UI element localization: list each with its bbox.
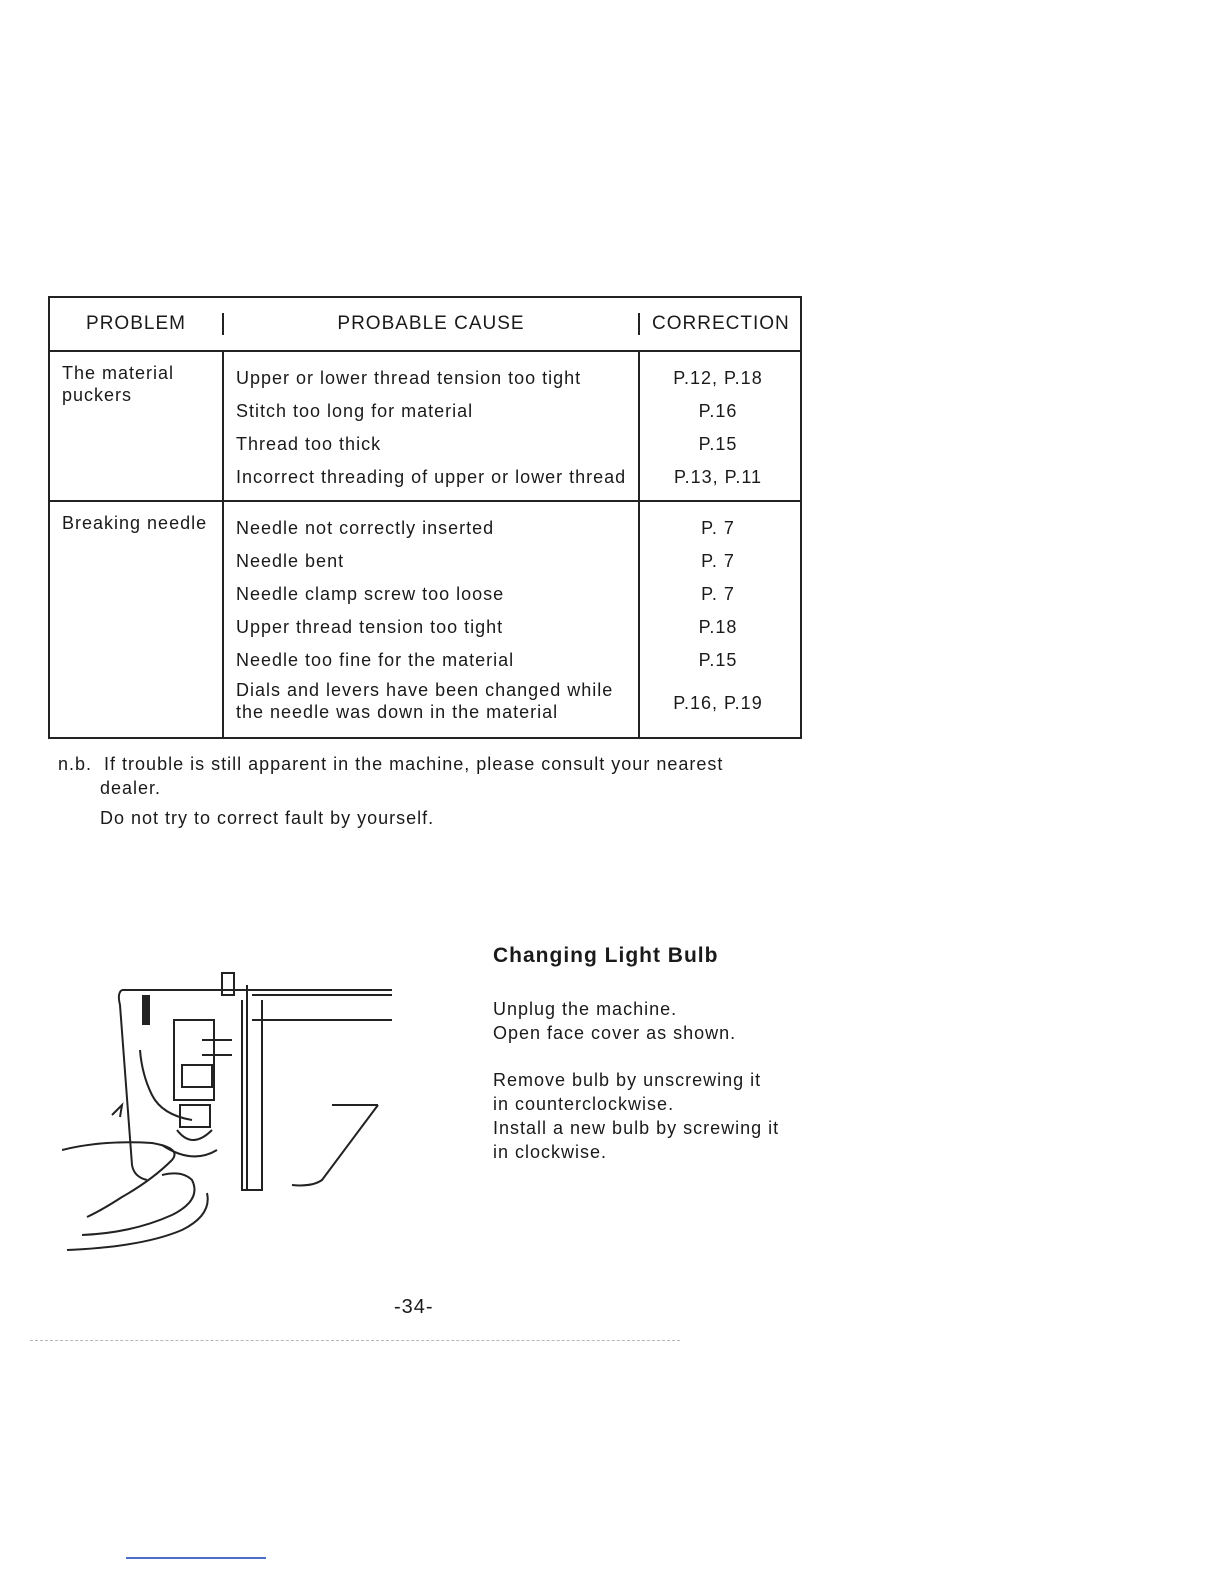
correction-list [640, 502, 796, 735]
cause-item: Dials and levers have been changed while the needle was down in the material [236, 680, 614, 722]
note-line-2: dealer. [100, 778, 162, 798]
instruction-line: Open face cover as shown. [493, 1023, 737, 1043]
correction-item: P.16, P.19 [673, 693, 763, 713]
header-correction: CORRECTION [652, 313, 790, 334]
table-row [50, 352, 800, 502]
scan-artifact-line [30, 1340, 680, 1341]
note-prefix: n.b. [58, 754, 93, 774]
page-number: -34- [394, 1296, 434, 1318]
scan-artifact-bar [126, 1557, 266, 1559]
correction-item: P.13, P.11 [673, 467, 763, 487]
cause-list [224, 352, 638, 500]
instruction-line: in clockwise. [493, 1142, 608, 1162]
correction-item: P.18 [698, 617, 738, 637]
header-probable-cause: PROBABLE CAUSE [224, 313, 640, 335]
problem-cell: The material puckers [50, 352, 224, 500]
problem-cell: Breaking needle [50, 502, 224, 737]
correction-item: P. 7 [701, 518, 735, 538]
cause-item: Needle clamp screw too loose [236, 584, 505, 604]
face-cover-illustration [62, 965, 394, 1255]
instruction-line: Unplug the machine. [493, 999, 678, 1019]
correction-item: P. 7 [701, 551, 735, 571]
cause-item: Needle not correctly inserted [236, 518, 495, 538]
cause-item: Upper or lower thread tension too tight [236, 368, 582, 388]
cause-item: Incorrect threading of upper or lower thread [236, 467, 627, 487]
correction-item: P.15 [698, 650, 738, 670]
correction-item: P.12, P.18 [673, 368, 763, 388]
correction-item: P. 7 [701, 584, 735, 604]
cause-item: Upper thread tension too tight [236, 617, 504, 637]
cause-item: Thread too thick [236, 434, 382, 454]
table-row [50, 502, 800, 737]
instruction-line: Install a new bulb by screwing it [493, 1118, 780, 1138]
header-problem: PROBLEM [50, 313, 224, 335]
cause-item: Needle too fine for the material [236, 650, 515, 670]
instruction-paragraph [493, 997, 803, 1045]
note-block [58, 752, 778, 830]
instruction-paragraph [493, 1068, 803, 1164]
note-line-3: Do not try to correct fault by yourself. [100, 808, 435, 828]
correction-item: P.15 [698, 434, 738, 454]
correction-list [640, 352, 796, 500]
note-line-1: If trouble is still apparent in the machine, please consult your nearest [104, 754, 724, 774]
correction-item: P.16 [698, 401, 738, 421]
instruction-line: Remove bulb by unscrewing it [493, 1070, 762, 1090]
cause-item: Needle bent [236, 551, 345, 571]
section-heading: Changing Light Bulb [493, 944, 719, 967]
instruction-line: in counterclockwise. [493, 1094, 675, 1114]
table-header-row [50, 298, 800, 352]
troubleshooting-table [48, 296, 802, 739]
cause-list [224, 502, 638, 737]
cause-item: Stitch too long for material [236, 401, 474, 421]
